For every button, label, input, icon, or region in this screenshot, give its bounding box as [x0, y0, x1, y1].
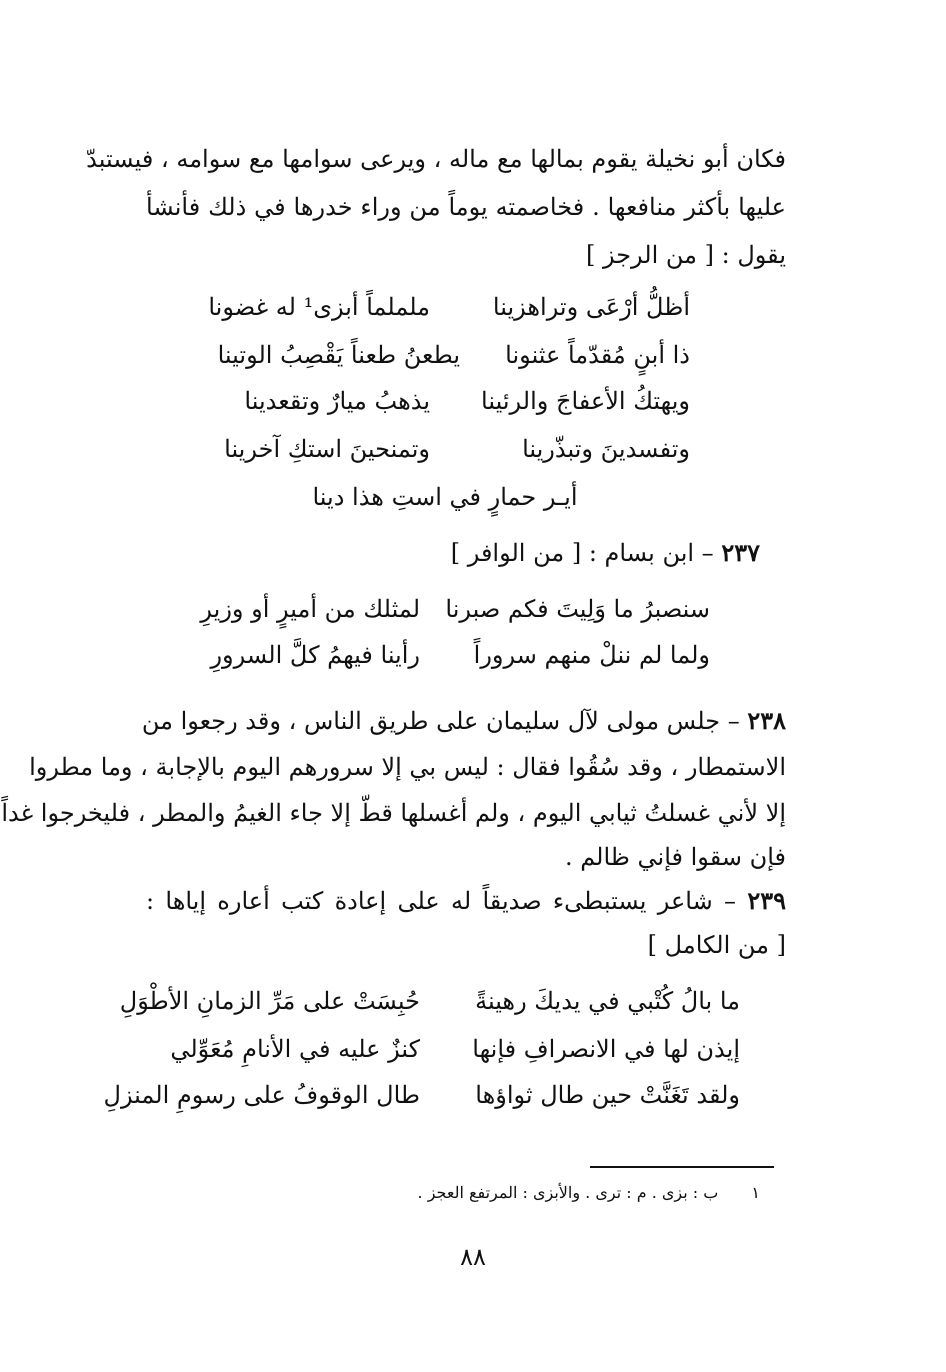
hemistich-right: أظلُّ أرْعَى وتراهزينا	[492, 293, 690, 321]
hemistich-right: ولقد تَغَنَّتْ حين طال ثواؤها	[475, 1081, 740, 1109]
entry-238-line-1	[141, 706, 786, 736]
footnote-divider	[590, 1166, 774, 1168]
hemistich-right: ويهتكُ الأعفاجَ والرئينا	[481, 387, 690, 415]
hemistich-right: إيذن لها في الانصرافِ فإنها	[472, 1035, 740, 1063]
entry-238-line-3: إلا لأني غسلتُ ثيابي اليوم ، ولم أغسلها قطّ إلا جاء الغيمُ والمطر ، فليخرجوا غداً	[1, 799, 786, 827]
entry-237-heading	[451, 538, 760, 568]
footnote-number: ١	[751, 1183, 760, 1202]
entry-number: ٢٣٩	[747, 886, 786, 915]
hemistich-left: وتمنحينَ استكِ آخرينا	[224, 435, 430, 463]
entry-238-line-4: فإن سقوا فإني ظالم .	[564, 843, 786, 871]
footnote-text: ب : بزى . م : ترى . والأبزى : المرتفع العجز .	[417, 1183, 719, 1202]
intro-line-1: فكان أبو نخيلة يقوم بمالها مع ماله ، ويرعى سوامها مع سوامه ، فيستبدّ	[86, 145, 786, 173]
entry-text: – ابن بسام : [ من الوافر ]	[450, 539, 714, 567]
entry-number: ٢٣٧	[721, 538, 760, 567]
hemistich-left: طال الوقوفُ على رسومِ المنزلِ	[103, 1081, 420, 1109]
rajaz-single-line: أيـر حمارٍ في استِ هذا دينا	[312, 483, 578, 511]
hemistich-right: ولما لم ننلْ منهم سروراً	[473, 641, 710, 669]
hemistich-left: يطعنُ طعناً يَقْصِبُ الوتينا	[217, 341, 460, 369]
hemistich-left: ململماً أبزى¹ له غضونا	[208, 293, 430, 321]
hemistich-right: ما بالُ كُتْبي في يديكَ رهينةً	[475, 987, 740, 1015]
hemistich-right: وتفسدينَ وتبذّرينا	[522, 435, 690, 463]
entry-text: – جلس مولى لآل سليمان على طريق الناس ، وقد رجعوا من	[141, 707, 740, 735]
footnote	[418, 1182, 760, 1204]
hemistich-left: كنزٌ عليه في الأنامِ مُعَوِّلي	[170, 1035, 420, 1063]
hemistich-right: ذا أبنٍ مُقدّماً عثنونا	[505, 341, 690, 369]
entry-text: – شاعر يستبطىء صديقاً له على إعادة كتب أعاره إياها :	[146, 887, 737, 915]
hemistich-left: يذهبُ ميارٌ وتقعدينا	[244, 387, 430, 415]
intro-line-2: عليها بأكثر منافعها . فخاصمته يوماً من وراء خدرها في ذلك فأنشأ	[146, 193, 786, 221]
entry-239-line-2: [ من الكامل ]	[647, 931, 786, 959]
intro-line-3: يقول : [ من الرجز ]	[585, 241, 786, 269]
hemistich-left: رأينا فيهمُ كلَّ السرورِ	[210, 641, 420, 669]
page-number: ٨٨	[460, 1243, 486, 1271]
entry-239-line-1	[146, 886, 786, 916]
hemistich-left: لمثلك من أميرٍ أو وزيرِ	[200, 595, 420, 623]
entry-number: ٢٣٨	[747, 706, 786, 735]
hemistich-right: سنصبرُ ما وَلِيتَ فكم صبرنا	[445, 595, 710, 623]
entry-238-line-2: الاستمطار ، وقد سُقُوا فقال : ليس بي إلا سرورهم اليوم بالإجابة ، وما مطروا	[29, 753, 786, 781]
hemistich-left: حُبِسَتْ على مَرِّ الزمانِ الأطْوَلِ	[119, 987, 420, 1015]
